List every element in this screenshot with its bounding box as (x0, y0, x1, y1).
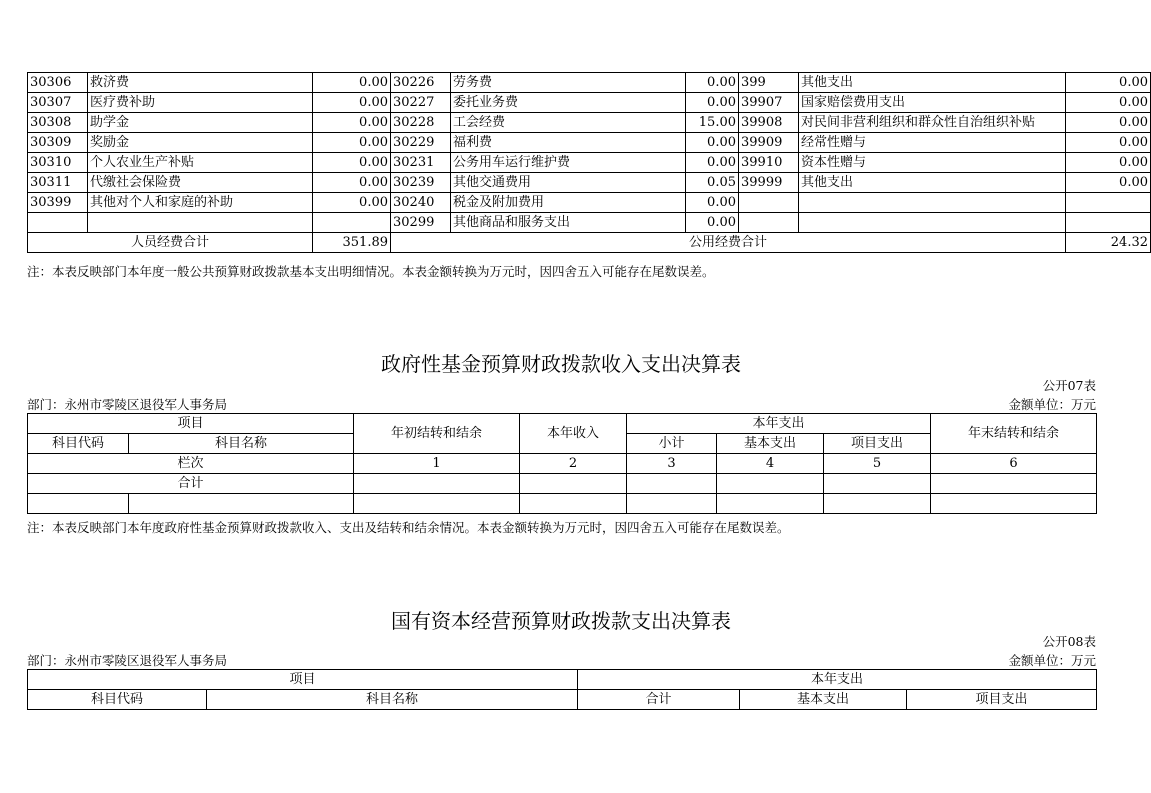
column-number: 2 (520, 454, 627, 474)
table-cell: 399 (739, 73, 799, 93)
table-cell: 劳务费 (451, 73, 686, 93)
totals-row (28, 233, 1151, 253)
table-row (28, 133, 1151, 153)
header-project-expense: 项目支出 (824, 434, 931, 454)
table-cell: 30239 (391, 173, 451, 193)
table-cell: 0.00 (313, 133, 391, 153)
table-cell (717, 494, 824, 514)
table-cell: 国家赔偿费用支出 (799, 93, 1066, 113)
table-cell: 个人农业生产补贴 (88, 153, 313, 173)
table-cell: 0.00 (1066, 153, 1151, 173)
table-cell (1066, 213, 1151, 233)
table-cell: 30307 (28, 93, 88, 113)
table-cell: 0.00 (1066, 133, 1151, 153)
header-income: 本年收入 (520, 414, 627, 454)
header-basic-expense: 基本支出 (717, 434, 824, 454)
table-cell: 0.00 (1066, 73, 1151, 93)
personnel-total-value: 351.89 (313, 233, 391, 253)
table-cell: 0.00 (313, 93, 391, 113)
header-subject-name: 科目名称 (207, 690, 578, 710)
state-capital-table (27, 669, 1097, 710)
column-number: 5 (824, 454, 931, 474)
table-cell: 30228 (391, 113, 451, 133)
header-expense: 本年支出 (578, 670, 1097, 690)
table-cell: 公务用车运行维护费 (451, 153, 686, 173)
table-cell: 30311 (28, 173, 88, 193)
public-total-label: 公用经费合计 (391, 233, 1066, 253)
table-cell (313, 213, 391, 233)
header-closing-balance: 年末结转和结余 (931, 414, 1097, 454)
total-row (28, 474, 1097, 494)
table-row (28, 213, 1151, 233)
header-item: 项目 (28, 414, 354, 434)
table-cell: 医疗费补助 (88, 93, 313, 113)
table-cell: 0.00 (686, 73, 739, 93)
table-cell: 其他支出 (799, 173, 1066, 193)
table-cell: 福利费 (451, 133, 686, 153)
table-cell: 30306 (28, 73, 88, 93)
table-cell (931, 474, 1097, 494)
table-cell (824, 494, 931, 514)
table-cell: 奖励金 (88, 133, 313, 153)
table-cell: 经常性赠与 (799, 133, 1066, 153)
total-label: 合计 (28, 474, 354, 494)
table-cell (354, 474, 520, 494)
table-cell: 30226 (391, 73, 451, 93)
table-cell: 30229 (391, 133, 451, 153)
table-cell: 其他商品和服务支出 (451, 213, 686, 233)
table-cell: 0.00 (1066, 113, 1151, 133)
table-cell: 15.00 (686, 113, 739, 133)
table-cell: 0.00 (1066, 93, 1151, 113)
table-cell (824, 474, 931, 494)
table-cell: 其他对个人和家庭的补助 (88, 193, 313, 213)
header-opening-balance: 年初结转和结余 (354, 414, 520, 454)
table-cell (520, 474, 627, 494)
header-subtotal: 小计 (627, 434, 717, 454)
table-cell: 39909 (739, 133, 799, 153)
table-cell: 对民间非营利组织和群众性自治组织补贴 (799, 113, 1066, 133)
table-cell (28, 494, 129, 514)
header-project-expense: 项目支出 (907, 690, 1097, 710)
column-number: 1 (354, 454, 520, 474)
table-cell: 代缴社会保险费 (88, 173, 313, 193)
table-cell (627, 494, 717, 514)
header-total: 合计 (578, 690, 740, 710)
table-cell: 30309 (28, 133, 88, 153)
table-cell: 工会经费 (451, 113, 686, 133)
table-cell: 0.00 (686, 153, 739, 173)
table-row (28, 93, 1151, 113)
table-cell (799, 213, 1066, 233)
table-cell: 0.00 (313, 173, 391, 193)
table-cell: 其他交通费用 (451, 173, 686, 193)
table-cell (717, 474, 824, 494)
table-cell: 0.00 (313, 153, 391, 173)
table-cell: 0.00 (686, 213, 739, 233)
table-cell: 资本性赠与 (799, 153, 1066, 173)
table-cell: 30310 (28, 153, 88, 173)
table-cell: 39907 (739, 93, 799, 113)
table-row (28, 193, 1151, 213)
table-row (28, 113, 1151, 133)
table3-department: 部门：永州市零陵区退役军人事务局 (27, 653, 228, 668)
table2-title: 政府性基金预算财政拨款收入支出决算表 (381, 352, 741, 376)
table-row (28, 73, 1151, 93)
table-cell (799, 193, 1066, 213)
table-cell: 30227 (391, 93, 451, 113)
table2-note: 注：本表反映部门本年度政府性基金预算财政拨款收入、支出及结转和结余情况。本表金额转换为万元时，因四舍五入可能存在尾数误差。 (27, 520, 790, 535)
column-number-label: 栏次 (28, 454, 354, 474)
table-cell: 30240 (391, 193, 451, 213)
table-cell: 30399 (28, 193, 88, 213)
table-cell (88, 213, 313, 233)
table2-unit: 金额单位：万元 (1008, 397, 1096, 412)
header-subject-name: 科目名称 (129, 434, 354, 454)
column-number: 4 (717, 454, 824, 474)
table2-department: 部门：永州市零陵区退役军人事务局 (27, 397, 228, 412)
header-subject-code: 科目代码 (28, 690, 207, 710)
table-cell (931, 494, 1097, 514)
empty-row (28, 494, 1097, 514)
public-total-value: 24.32 (1066, 233, 1151, 253)
table-cell: 救济费 (88, 73, 313, 93)
table2-code: 公开07表 (1042, 378, 1096, 393)
table-cell: 税金及附加费用 (451, 193, 686, 213)
table-cell (28, 213, 88, 233)
column-number: 3 (627, 454, 717, 474)
table-cell: 0.00 (686, 93, 739, 113)
table-cell (739, 213, 799, 233)
table-cell (129, 494, 354, 514)
table-cell: 其他支出 (799, 73, 1066, 93)
table-row (28, 153, 1151, 173)
header-subject-code: 科目代码 (28, 434, 129, 454)
table-cell: 0.00 (686, 193, 739, 213)
basic-expenditure-detail-table (27, 72, 1151, 253)
table-cell: 30308 (28, 113, 88, 133)
table-cell: 0.00 (686, 133, 739, 153)
column-number: 6 (931, 454, 1097, 474)
personnel-total-label: 人员经费合计 (28, 233, 313, 253)
table-cell: 0.00 (313, 113, 391, 133)
table-cell: 39999 (739, 173, 799, 193)
header-expense: 本年支出 (627, 414, 931, 434)
table-cell (354, 494, 520, 514)
table3-code: 公开08表 (1042, 634, 1096, 649)
table-row (28, 173, 1151, 193)
column-number-row (28, 454, 1097, 474)
table-cell: 30231 (391, 153, 451, 173)
government-fund-table (27, 413, 1097, 514)
table3-title: 国有资本经营预算财政拨款支出决算表 (391, 609, 731, 633)
table-cell: 39908 (739, 113, 799, 133)
table-cell: 0.00 (313, 193, 391, 213)
table-cell (1066, 193, 1151, 213)
table-cell: 30299 (391, 213, 451, 233)
table-cell: 0.00 (1066, 173, 1151, 193)
table-cell: 助学金 (88, 113, 313, 133)
header-basic-expense: 基本支出 (740, 690, 907, 710)
table-cell (520, 494, 627, 514)
table-cell: 0.05 (686, 173, 739, 193)
table-cell: 委托业务费 (451, 93, 686, 113)
table-cell: 39910 (739, 153, 799, 173)
table-cell: 0.00 (313, 73, 391, 93)
table-cell (627, 474, 717, 494)
table-cell (739, 193, 799, 213)
table1-note: 注：本表反映部门本年度一般公共预算财政拨款基本支出明细情况。本表金额转换为万元时，因四舍五入可能存在尾数误差。 (27, 264, 715, 279)
table3-unit: 金额单位：万元 (1008, 653, 1096, 668)
header-item: 项目 (28, 670, 578, 690)
